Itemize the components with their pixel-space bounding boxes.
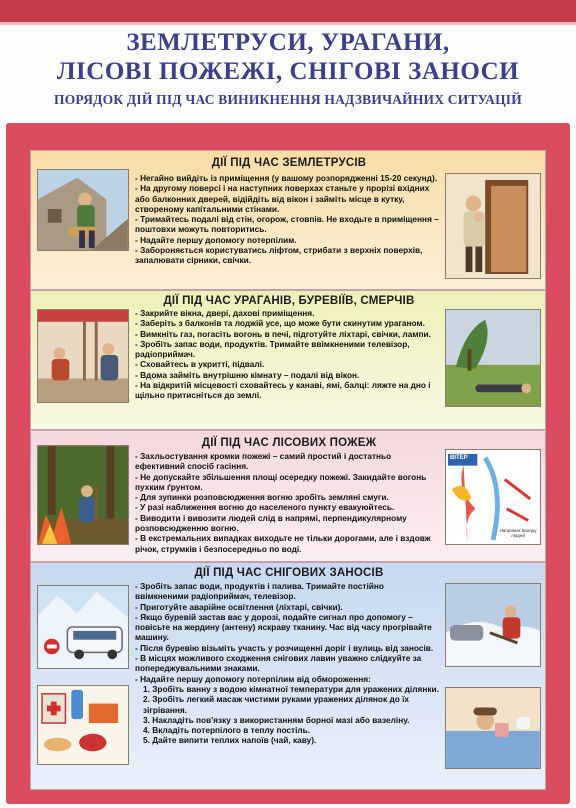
forest-fire-picture [38, 446, 128, 544]
list-item: - На відкритій місцевості сховайтесь у канаві, ямі, балці: ляжте на дно і щільно притисніться до землі. [135, 380, 431, 401]
list-item: - Надайте першу допомогу потерпілим. [135, 234, 297, 245]
section-title: ДІЇ ПІД ЧАС ЛІСОВИХ ПОЖЕЖ [201, 437, 377, 449]
list-item: - Приготуйте аварійне освітлення (ліхтарі, свічки). [135, 601, 343, 612]
snow-clearing-picture [446, 584, 540, 666]
doorway-shelter-picture [446, 174, 540, 278]
earthquake-rescue-illustration [37, 169, 129, 251]
list-item: - Зробіть запас води, продуктів. Тримайте ввімкненими телевізор, радіоприймач. [135, 338, 410, 360]
list-item: - На другому поверсі і на наступних поверхах станьте у прорізі вхідних або балконних дверей, відійдіть від вікон і займіть місце в кутку, створеному капітальними стінами. [135, 183, 430, 214]
shelter-room-picture [38, 310, 128, 402]
first-aid-kit-illustration [37, 685, 129, 765]
section-earthquake [30, 150, 546, 290]
patient-in-bed-illustration [445, 687, 541, 769]
fire-escape-diagram [445, 449, 541, 545]
list-item: - В місцях можливого сходження снігових лавин уважно слідкуйте за попереджувальними знаками. [135, 653, 422, 674]
shelter-room-illustration [37, 309, 129, 403]
numbered-item: 5. Дайте випити теплих напоїв (чай, каву). [143, 735, 317, 746]
section-snow [30, 562, 546, 790]
list-item: - Забороняється користуватись ліфтом, стрибати з верхніх поверхів, запалювати сірники, свічки. [135, 245, 423, 266]
section-forest-fire [30, 430, 546, 562]
list-item: - Сховайтесь в укритті, підвалі. [135, 359, 265, 370]
list-item: - Якщо буревій застав вас у дорозі, подайте сигнал про допомогу – повісьте на жердину (антену) яскраву тканину. Час від часу прогрівайте машину. [135, 611, 432, 643]
numbered-item: 4. Вкладіть потерпілого в теплу постіль. [143, 725, 311, 736]
list-item: - Не допускайте збільшення площі осередку пожежі. Закидайте вогонь пухким ґрунтом. [135, 471, 427, 492]
numbered-item: 2. Зробіть легкий масаж чистими руками уражених ділянок до їх зігрівання. [143, 694, 410, 715]
top-decor-strip [0, 0, 576, 22]
list-item: - У разі наближення вогню до населеного пункту евакуюйтесь. [135, 502, 395, 513]
list-item: - Виводити і вивозити людей слід в напрямі, перпендикулярному розповсюдженню вогню. [135, 512, 407, 534]
snowbound-bus-illustration [37, 585, 129, 669]
top-decor-line [0, 22, 576, 25]
list-item: - Заберіть з балконів та лоджій усе, що може бути скинутим ураганом. [135, 318, 425, 329]
list-item: - Негайно вийдіть із приміщення (у вашому розпорядженні 15-20 секунд). [135, 173, 438, 183]
section-hurricane [30, 290, 546, 430]
header [0, 28, 576, 120]
section-text [135, 451, 439, 554]
list-item: - В екстремальних випадках виходьте не тільки дорогами, але і вздовж річок, струмків і безпосередньо по воді. [135, 533, 431, 554]
first-aid-kit-picture [38, 686, 128, 764]
list-item: - Вдома займіть внутрішню кімнату – подалі від вікон. [135, 369, 360, 380]
section-title: ДІЇ ПІД ЧАС СНІГОВИХ ЗАНОСІВ [194, 567, 384, 579]
list-item: - Тримайтесь подалі від стін, огорож, стовпів. Не входьте в приміщення – поштовхи можуть повторитись. [135, 214, 439, 235]
numbered-item: 3. Накладіть пов'язку з використанням борної мазі або вазеліну. [143, 714, 410, 725]
title-line-1: ЗЕМЛЕТРУСИ, УРАГАНИ, [126, 29, 450, 56]
doorway-shelter-illustration [445, 173, 541, 279]
storm-field-picture [446, 310, 540, 406]
subtitle: ПОРЯДОК ДІЙ ПІД ЧАС ВИНИКНЕННЯ НАДЗВИЧАЙНИХ СИТУАЦІЙ [54, 92, 522, 107]
section-title: ДІЇ ПІД ЧАС ЗЕМЛЕТРУСІВ [211, 157, 367, 169]
earthquake-rescue-picture [38, 170, 128, 250]
snowbound-bus-picture [38, 586, 128, 668]
list-item: - Надайте першу допомогу потерпілим від обмороження: [135, 673, 371, 684]
snow-clearing-illustration [445, 583, 541, 667]
section-text [135, 173, 439, 266]
list-item: - Захльостування кромки пожежі – самий простий і достатньо ефективний спосіб гасіння. [135, 451, 392, 472]
section-text [135, 308, 439, 401]
section-title: ДІЇ ПІД ЧАС УРАГАНІВ, БУРЕВІЇВ, СМЕРЧІВ [163, 295, 415, 307]
list-item: - Для зупинки розповсюдження вогню зробіть земляні смуги. [135, 492, 389, 503]
section-text [135, 581, 439, 746]
patient-in-bed-picture [446, 688, 540, 768]
forest-fire-illustration [37, 445, 129, 545]
list-item: - Зробіть запас води, продуктів і палива. Тримайте постійно ввімкненими радіоприймач, телевізор. [135, 581, 384, 602]
list-item: - Після буревію візьміть участь у розчищенні доріг і вулиць від заносів. [135, 642, 434, 653]
title-line-2: ЛІСОВІ ПОЖЕЖІ, СНІГОВІ ЗАНОСИ [56, 58, 520, 85]
numbered-item: 1. Зробіть ванну з водою кімнатної температури для уражених ділянки. [143, 683, 439, 694]
list-item: - Вимкніть газ, погасіть вогонь в печі, підготуйте ліхтарі, свічки, лампи. [135, 328, 431, 339]
list-item: - Закрийте вікна, двері, дахові приміщення. [135, 308, 315, 318]
wind-label: ВІТЕР [450, 455, 468, 461]
exit-direction-label: Напрямок виходу людей [499, 528, 537, 538]
storm-field-illustration [445, 309, 541, 407]
